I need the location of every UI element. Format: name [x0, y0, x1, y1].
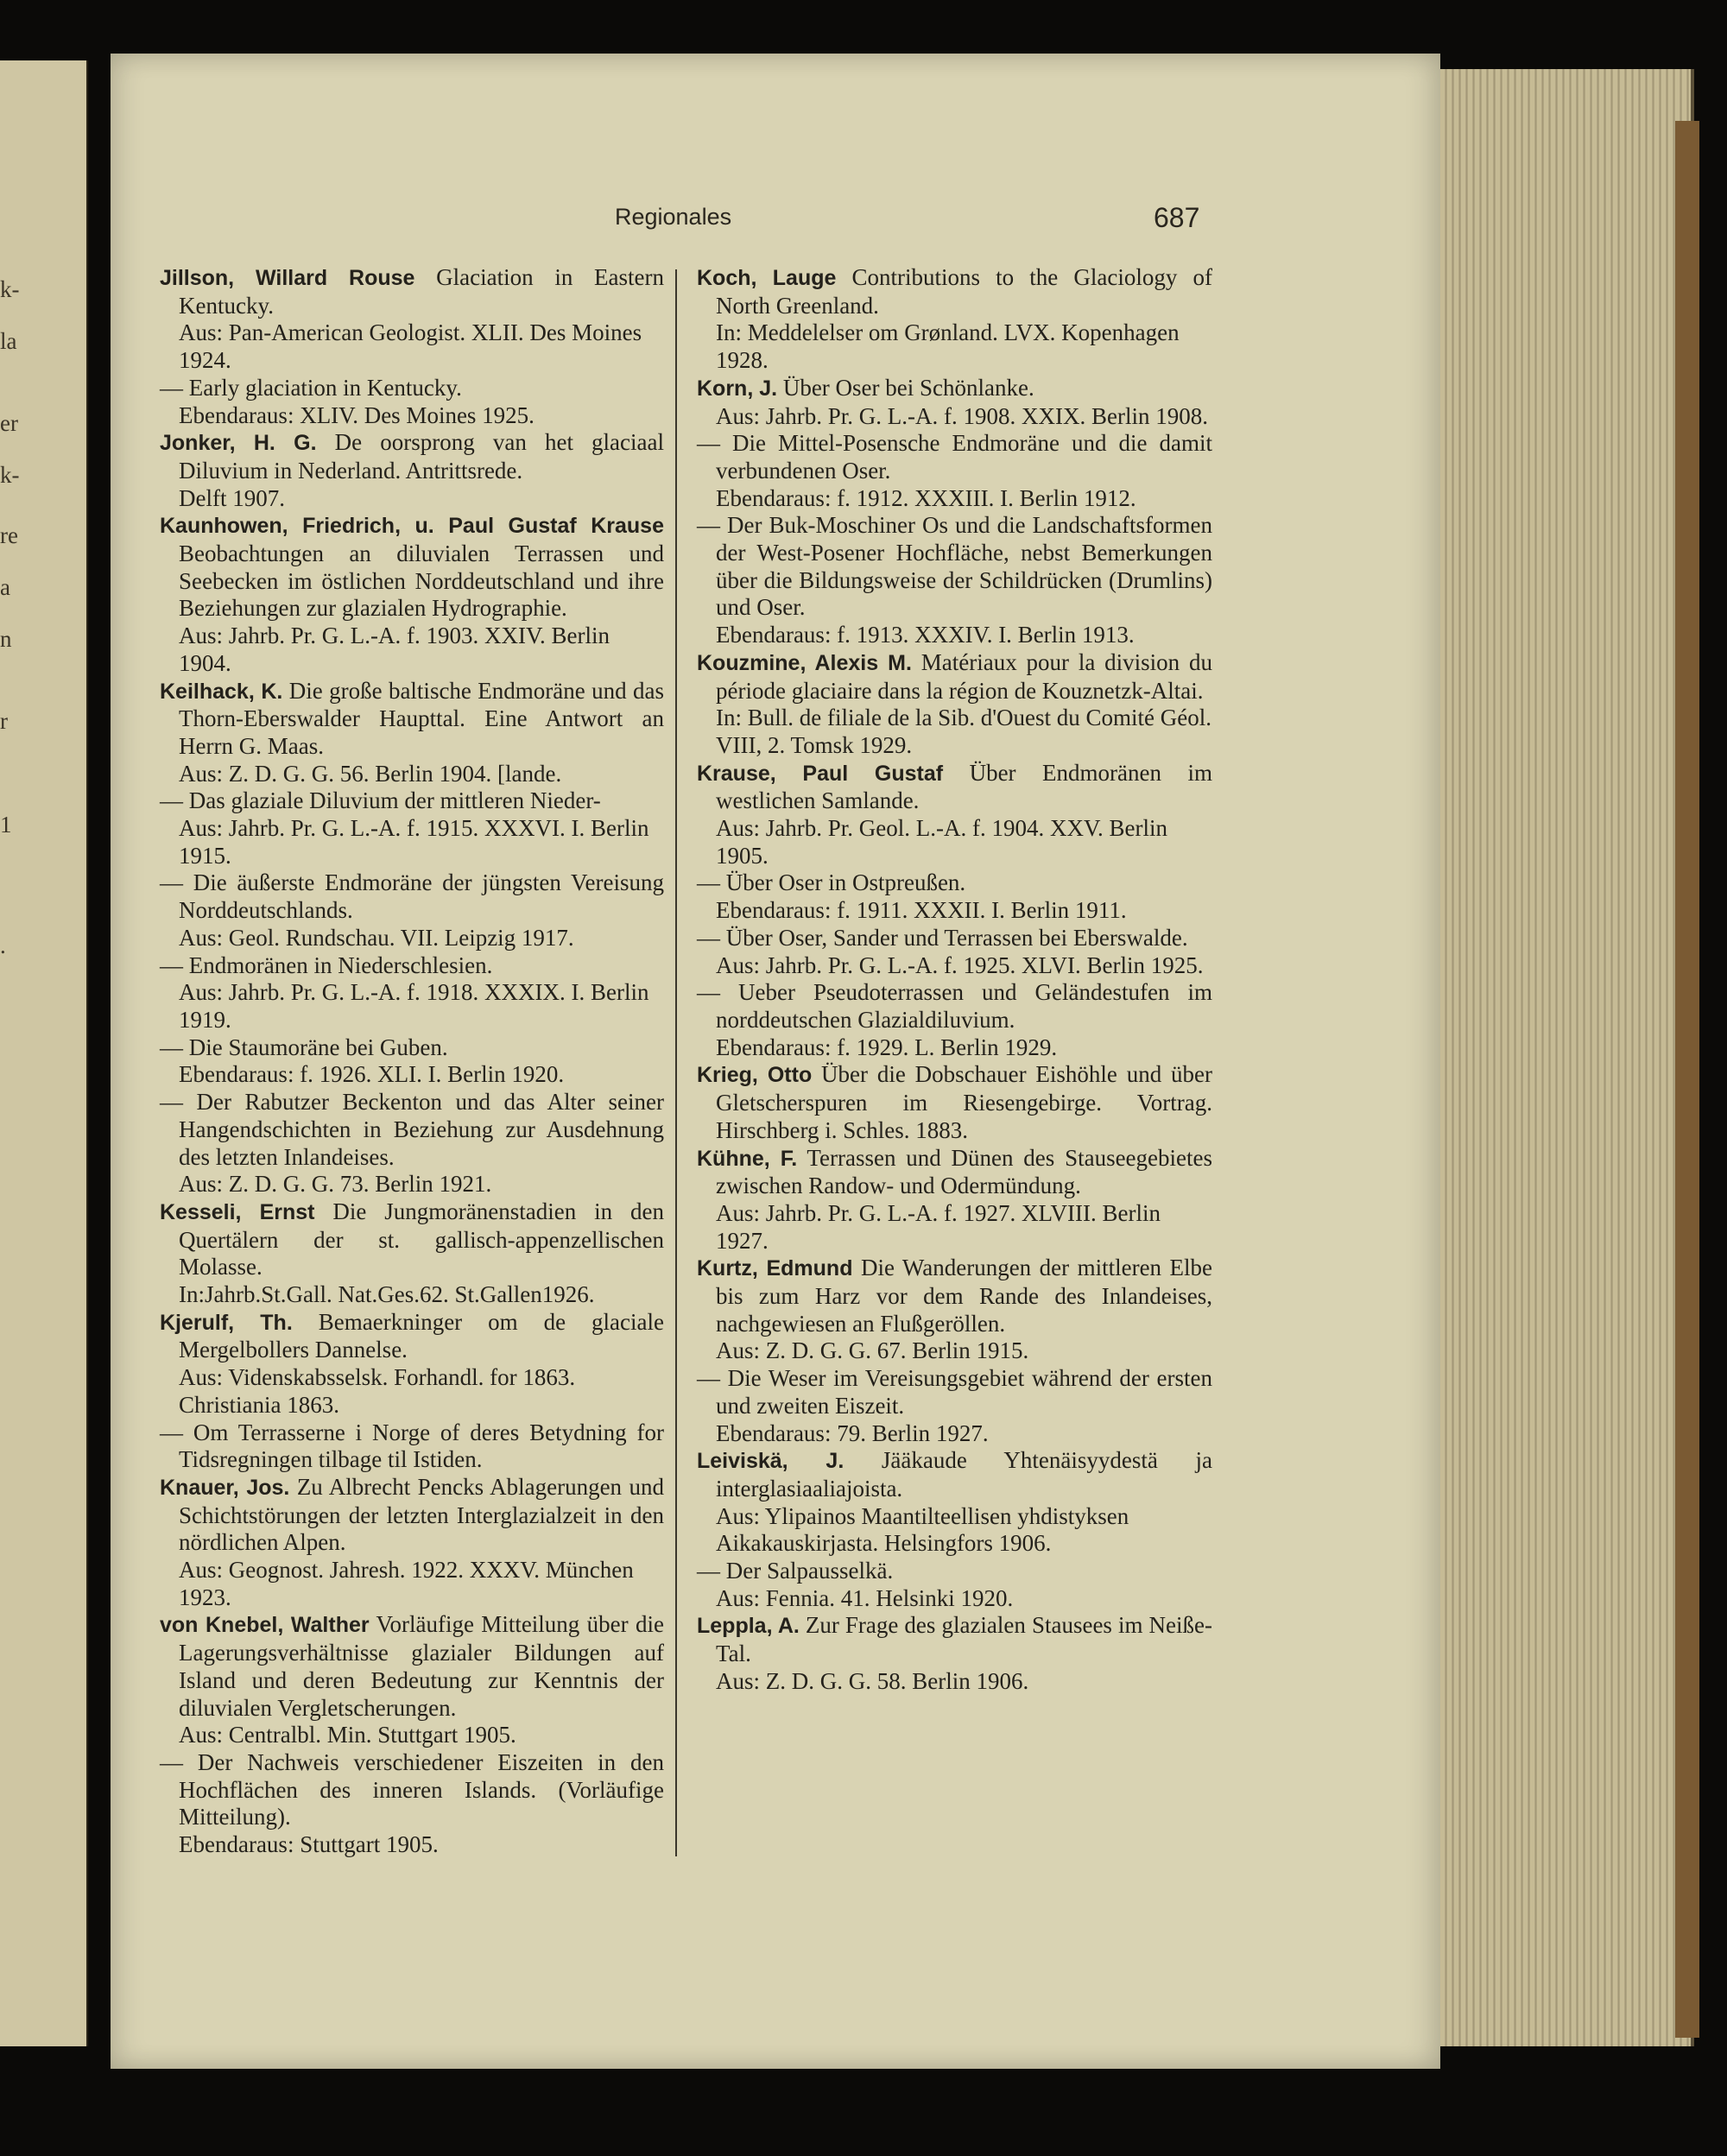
- entry-source: Aus: Z. D. G. G. 73. Berlin 1921.: [179, 1171, 492, 1198]
- entry-source: Ebendaraus: XLIV. Des Moines 1925.: [179, 401, 535, 428]
- bibliography-entry: [697, 430, 1212, 512]
- entry-title: Über Endmoränen im westlichen Samlande.: [716, 759, 1212, 814]
- entry-title-line: [697, 1145, 1212, 1200]
- facing-page-text: .: [0, 933, 6, 958]
- facing-page-text: re: [0, 522, 18, 548]
- entry-title-line: [160, 869, 664, 924]
- entry-title: — Die Weser im Vereisungsgebiet während der ersten und zweiten Eiszeit.: [697, 1365, 1212, 1419]
- entry-source: Aus: Jahrb. Pr. G. L.-A. f. 1918. XXXIX. I. Berlin 1919.: [179, 979, 649, 1033]
- entry-title: Über Oser bei Schönlanke.: [777, 374, 1034, 401]
- bibliography-entry: [160, 429, 664, 512]
- facing-page-text: 1: [0, 812, 12, 838]
- bibliography-entry: [697, 1612, 1212, 1695]
- bibliography-entry: [160, 1474, 664, 1612]
- entry-source: Aus: Fennia. 41. Helsinki 1920.: [716, 1584, 1014, 1611]
- entry-source: Aus: Jahrb. Pr. G. L.-A. f. 1915. XXXVI. I. Berlin 1915.: [179, 815, 649, 869]
- entry-title: Die große baltische Endmoräne und das Thorn-Eberswalder Haupttal. Eine Antwort an Herrn G. Maas.: [179, 677, 664, 759]
- entry-author: von Knebel, Walther: [160, 1613, 370, 1638]
- entry-title: Glaciation in Eastern Kentucky.: [179, 264, 665, 319]
- facing-page-text: a: [0, 574, 10, 600]
- bibliography-entry: [160, 264, 664, 375]
- facing-page-text: er: [0, 410, 18, 436]
- entry-source: Ebendaraus: f. 1912. XXXIII. I. Berlin 1912.: [716, 484, 1136, 511]
- entry-source: Delft 1907.: [179, 484, 285, 511]
- bibliography-entry: [697, 1061, 1212, 1144]
- bibliography-entry: [697, 1365, 1212, 1447]
- bibliography-entry: [160, 678, 664, 788]
- entry-author: Koch, Lauge: [697, 266, 837, 290]
- bibliography-entry: [160, 1034, 664, 1089]
- bibliography-entry: [697, 264, 1212, 375]
- entry-title: — Die Staumoräne bei Guben.: [160, 1034, 448, 1060]
- entry-author: Kühne, F.: [697, 1146, 798, 1171]
- entry-title-line: [160, 512, 664, 623]
- entry-source: Aus: Z. D. G. G. 56. Berlin 1904. [lande.: [179, 760, 562, 787]
- entry-title-line: [697, 979, 1212, 1034]
- bibliography-entry: [160, 1749, 664, 1859]
- column-divider: [675, 269, 677, 1856]
- facing-page-text: k-: [0, 276, 20, 302]
- running-header: Regionales: [615, 204, 732, 230]
- bibliography-entry: [160, 512, 664, 677]
- bibliography-entry: [160, 375, 664, 429]
- entry-title: Die Jungmoränenstadien in den Quertälern der st. gallisch-appenzellischen Molasse.: [179, 1198, 665, 1280]
- entry-title: — Die Mittel-Posensche Endmoräne und die damit verbundenen Oser.: [697, 430, 1212, 484]
- bibliography-entry: [160, 869, 664, 952]
- entry-author: Kesseli, Ernst: [160, 1199, 315, 1224]
- entry-source: In:Jahrb.St.Gall. Nat.Ges.62. St.Gallen1926.: [179, 1281, 595, 1308]
- entry-source: Aus: Geol. Rundschau. VII. Leipzig 1917.: [179, 924, 574, 951]
- entry-title-line: [160, 1419, 664, 1474]
- entry-source: Aus: Jahrb. Pr. Geol. L.-A. f. 1904. XXV. Berlin 1905.: [716, 815, 1167, 869]
- page-edges: [1440, 69, 1694, 2046]
- entry-title: — Der Rabutzer Beckenton und das Alter seiner Hangendschichten in Beziehung zur Ausdehnung des letzten Inlandeises.: [160, 1089, 664, 1170]
- entry-source: Aus: Geognost. Jahresh. 1922. XXXV. München 1923.: [179, 1557, 634, 1610]
- page-number: 687: [1154, 202, 1200, 233]
- entry-source: Aus: Videnskabsselsk. Forhandl. for 1863. Christiania 1863.: [179, 1364, 576, 1418]
- bibliography-entry: [160, 1419, 664, 1474]
- entry-author: Jillson, Willard Rouse: [160, 266, 415, 290]
- entry-author: Leiviskä, J.: [697, 1449, 845, 1474]
- entry-author: Korn, J.: [697, 376, 778, 401]
- entry-title: Beobachtungen an diluvialen Terrassen und Seebecken im östlichen Norddeutschland und ihre Beziehungen zur glazialen Hydrographie.: [179, 541, 664, 622]
- entry-title-line: [697, 649, 1212, 705]
- entry-title-line: [697, 760, 1212, 815]
- entry-title: — Der Buk-Moschiner Os und die Landschaftsformen der West-Posener Hochfläche, nebst Bemerkungen über die Bildungsweise der Schildrücken (Drumlins) und Oser.: [697, 512, 1212, 621]
- left-column: [160, 264, 664, 1859]
- entry-title: — Der Salpausselkä.: [697, 1558, 894, 1584]
- entry-title: Zu Albrecht Pencks Ablagerungen und Schichtstörungen der letzten Interglazialzeit in den nördlichen Alpen.: [179, 1473, 664, 1556]
- bibliography-entry: [697, 1558, 1212, 1612]
- entry-title-line: [160, 1089, 664, 1171]
- entry-title: De oorsprong van het glaciaal Diluvium in Nederland. Antrittsrede.: [179, 429, 664, 484]
- entry-title-line: [697, 1255, 1212, 1337]
- entry-title: Bemaerkninger om de glaciale Mergelbollers Dannelse.: [179, 1308, 664, 1363]
- entry-source: Aus: Pan-American Geologist. XLII. Des Moines 1924.: [179, 319, 642, 374]
- entry-title-line: [697, 430, 1212, 484]
- entry-title: — Der Nachweis verschiedener Eiszeiten in den Hochflächen des inneren Islands. (Vorläufige Mitteilung).: [160, 1748, 664, 1830]
- entry-author: Krieg, Otto: [697, 1063, 813, 1088]
- entry-title: Zur Frage des glazialen Stausees im Neiße-Tal.: [716, 1612, 1212, 1667]
- entry-source: Aus: Centralbl. Min. Stuttgart 1905.: [179, 1722, 516, 1748]
- entry-source: Aus: Jahrb. Pr. G. L.-A. f. 1903. XXIV. Berlin 1904.: [179, 623, 610, 676]
- entry-title-line: [160, 1034, 664, 1062]
- entry-title: — Das glaziale Diluvium der mittleren Nieder-: [160, 787, 601, 814]
- entry-author: Krause, Paul Gustaf: [697, 761, 944, 786]
- entry-title: — Ueber Pseudoterrassen und Geländestufen im norddeutschen Glazialdiluvium.: [697, 979, 1212, 1033]
- entry-source: Aus: Jahrb. Pr. G. L.-A. f. 1908. XXIX. Berlin 1908.: [716, 402, 1208, 429]
- bibliography-entry: [697, 1145, 1212, 1255]
- entry-title: Terrassen und Dünen des Stauseegebietes zwischen Randow- und Odermündung.: [716, 1144, 1213, 1199]
- bibliography-entry: [697, 649, 1212, 760]
- entry-title: Contributions to the Glaciology of North Greenland.: [716, 264, 1212, 319]
- bibliography-entry: [697, 512, 1212, 649]
- entry-title-line: [160, 1749, 664, 1831]
- entry-title-line: [160, 429, 664, 484]
- entry-title-line: [160, 264, 664, 319]
- entry-source: Aus: Z. D. G. G. 67. Berlin 1915.: [716, 1337, 1029, 1364]
- entry-title-line: [160, 1309, 664, 1364]
- entry-author: Kouzmine, Alexis M.: [697, 650, 912, 675]
- bibliography-entry: [160, 1611, 664, 1749]
- entry-title-line: [160, 1611, 664, 1722]
- entry-author: Kurtz, Edmund: [697, 1256, 853, 1281]
- entry-author: Keilhack, K.: [160, 679, 283, 704]
- entry-title-line: [697, 264, 1212, 319]
- entry-title-line: [697, 375, 1212, 403]
- entry-source: Aus: Jahrb. Pr. G. L.-A. f. 1927. XLVIII. Berlin 1927.: [716, 1199, 1161, 1254]
- entry-title-line: [160, 1198, 664, 1281]
- entry-author: Knauer, Jos.: [160, 1475, 290, 1500]
- facing-page-text: k-: [0, 462, 20, 488]
- bibliography-entry: [160, 787, 664, 869]
- bibliography-entry: [160, 1089, 664, 1198]
- entry-title: Jääkaude Yhtenäisyydestä ja interglasiaaliajoista.: [716, 1447, 1212, 1502]
- entry-title: — Endmoränen in Niederschlesien.: [160, 952, 493, 978]
- entry-title: — Über Oser in Ostpreußen.: [697, 869, 966, 896]
- entry-author: Jonker, H. G.: [160, 431, 317, 456]
- entry-title-line: [160, 678, 664, 761]
- bibliography-entry: [160, 1309, 664, 1419]
- facing-page-text: r: [0, 708, 8, 734]
- entry-title: Matériaux pour la division du période glaciaire dans la région de Kouznetzk-Altai.: [716, 648, 1212, 704]
- entry-title-line: [697, 1365, 1212, 1419]
- bibliography-entry: [697, 1447, 1212, 1558]
- entry-title-line: [697, 925, 1212, 952]
- entry-source: Ebendaraus: 79. Berlin 1927.: [716, 1419, 989, 1446]
- entry-author: Kjerulf, Th.: [160, 1310, 293, 1335]
- entry-source: Ebendaraus: f. 1911. XXXII. I. Berlin 1911.: [716, 897, 1127, 924]
- entry-title-line: [160, 787, 664, 815]
- entry-source: Ebendaraus: f. 1913. XXXIV. I. Berlin 1913.: [716, 622, 1135, 648]
- entry-title: — Über Oser, Sander und Terrassen bei Eberswalde.: [697, 924, 1188, 951]
- book-cover-edge: [1675, 121, 1699, 2038]
- bibliography-entry: [697, 375, 1212, 430]
- entry-title-line: [160, 1474, 664, 1557]
- entry-title-line: [697, 1447, 1212, 1502]
- entry-source: Aus: Z. D. G. G. 58. Berlin 1906.: [716, 1667, 1029, 1694]
- entry-title-line: [697, 1558, 1212, 1585]
- entry-source: Ebendaraus: f. 1929. L. Berlin 1929.: [716, 1034, 1058, 1060]
- entry-author: Kaunhowen, Friedrich, u. Paul Gustaf Krause: [160, 514, 664, 539]
- bibliography-entry: [697, 979, 1212, 1061]
- entry-title: Über die Dobschauer Eishöhle und über Gletscherspuren im Riesengebirge. Vortrag. Hirschberg i. Schles. 1883.: [716, 1061, 1212, 1143]
- facing-page-text: la: [0, 328, 17, 354]
- entry-source: Ebendaraus: Stuttgart 1905.: [179, 1831, 439, 1858]
- entry-title-line: [697, 512, 1212, 622]
- bibliography-entry: [697, 760, 1212, 870]
- entry-source: Ebendaraus: f. 1926. XLI. I. Berlin 1920.: [179, 1061, 565, 1088]
- entry-title: Vorläufige Mitteilung über die Lagerungsverhältnisse glazialer Bildungen auf Island und deren Bedeutung zur Kenntnis der diluvialen Vergletscherungen.: [179, 1611, 664, 1721]
- entry-title: — Die äußerste Endmoräne der jüngsten Vereisung Norddeutschlands.: [160, 869, 664, 924]
- facing-page-text: n: [0, 626, 12, 652]
- bibliography-entry: [697, 925, 1212, 979]
- entry-source: Aus: Jahrb. Pr. G. L.-A. f. 1925. XLVI. Berlin 1925.: [716, 952, 1204, 978]
- bibliography-entry: [160, 1198, 664, 1309]
- entry-title-line: [160, 952, 664, 980]
- entry-title: Die Wanderungen der mittleren Elbe bis zum Harz vor dem Rande des Inlandeises, nachgewiesen an Flußgeröllen.: [716, 1255, 1212, 1337]
- entry-title: — Om Terrasserne i Norge of deres Betydning for Tidsregningen tilbage til Istiden.: [160, 1419, 664, 1473]
- entry-title: — Early glaciation in Kentucky.: [160, 374, 462, 401]
- bibliography-entry: [160, 952, 664, 1034]
- entry-source: In: Bull. de filiale de la Sib. d'Ouest du Comité Géol. VIII, 2. Tomsk 1929.: [716, 705, 1212, 758]
- entry-source: In: Meddelelser om Grønland. LVX. Kopenhagen 1928.: [716, 319, 1180, 374]
- facing-page: [0, 60, 88, 2046]
- entry-title-line: [697, 1061, 1212, 1144]
- entry-title-line: [697, 1612, 1212, 1667]
- entry-source: Aus: Ylipainos Maantilteellisen yhdistyksen Aikakauskirjasta. Helsingfors 1906.: [716, 1502, 1129, 1557]
- bibliography-entry: [697, 1255, 1212, 1365]
- bibliography-entry: [697, 869, 1212, 924]
- right-column: [697, 264, 1212, 1696]
- entry-title-line: [697, 869, 1212, 897]
- entry-author: Leppla, A.: [697, 1614, 800, 1639]
- entry-title-line: [160, 375, 664, 402]
